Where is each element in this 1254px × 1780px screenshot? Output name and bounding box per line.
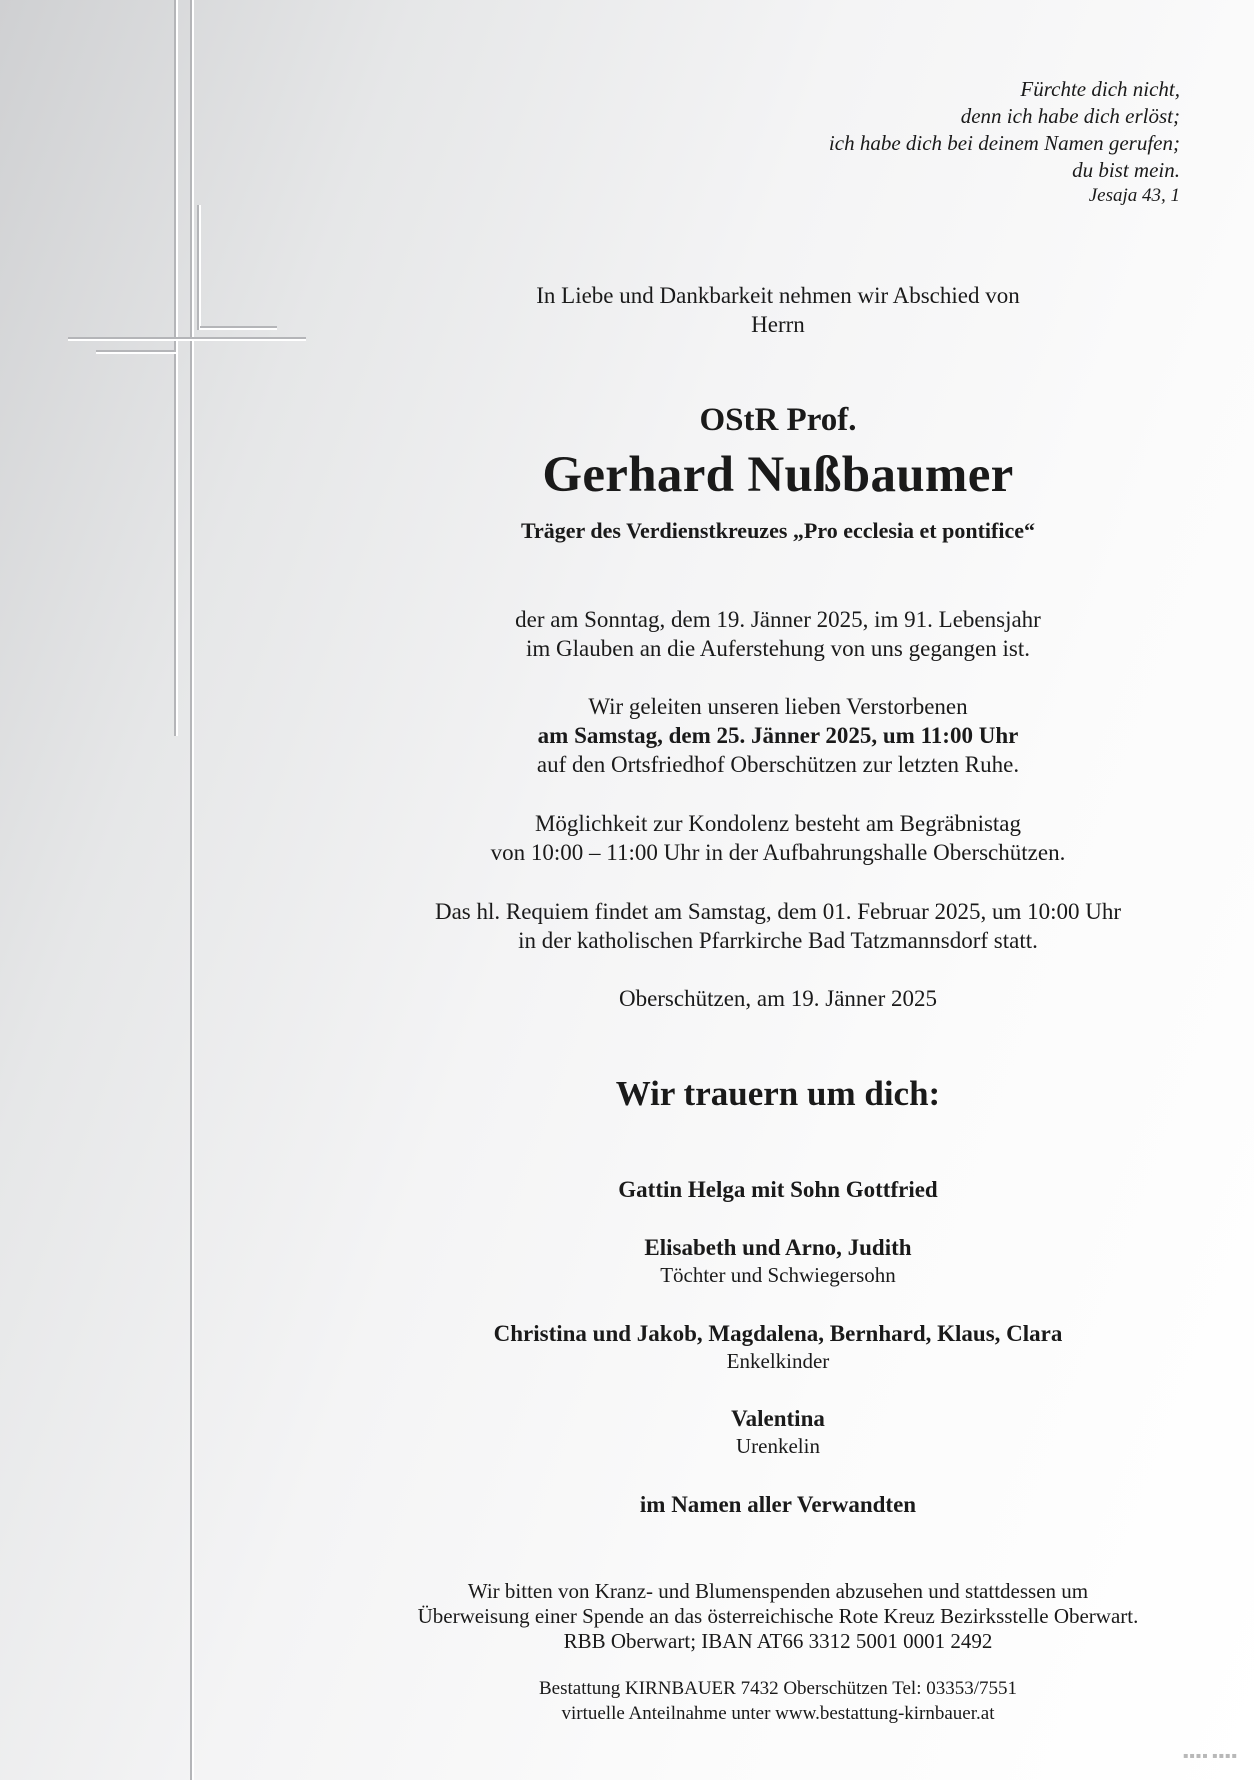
mourning-heading: Wir trauern um dich: <box>615 1074 941 1113</box>
donation-request <box>378 1579 1178 1654</box>
donation-line: Überweisung einer Spende an das österreichische Rote Kreuz Bezirksstelle Oberwart. <box>417 1604 1139 1628</box>
funeral-line: Wir geleiten unseren lieben Verstorbenen <box>588 694 968 719</box>
bible-quote <box>660 76 1180 208</box>
deceased-honor: Träger des Verdienstkreuzes „Pro ecclesia et pontifice“ <box>520 518 1036 543</box>
mourner-role: Enkelkinder <box>726 1349 830 1373</box>
mourner-names: Christina und Jakob, Magdalena, Bernhard, Klaus, Clara <box>493 1321 1063 1346</box>
death-notice-line: der am Sonntag, dem 19. Jänner 2025, im 91. Lebensjahr <box>515 607 1041 632</box>
mourner-group <box>378 1319 1178 1374</box>
intro-salutation: Herrn <box>751 312 805 337</box>
mourner-group <box>378 1490 1178 1519</box>
condolence-line: Möglichkeit zur Kondolenz besteht am Begräbnistag <box>534 811 1022 836</box>
undertaker-website: virtuelle Anteilnahme unter www.bestattung-kirnbauer.at <box>561 1703 995 1724</box>
mourner-names: Elisabeth und Arno, Judith <box>644 1235 912 1260</box>
mourner-group <box>378 1175 1178 1204</box>
mourner-names: Gattin Helga mit Sohn Gottfried <box>618 1177 938 1202</box>
funeral-line: auf den Ortsfriedhof Oberschützen zur letzten Ruhe. <box>536 752 1020 777</box>
quote-line: denn ich habe dich erlöst; <box>960 104 1180 128</box>
mourner-group <box>378 1404 1178 1459</box>
requiem-line: Das hl. Requiem findet am Samstag, dem 01. Februar 2025, um 10:00 Uhr <box>434 899 1122 924</box>
donation-line: Wir bitten von Kranz- und Blumenspenden abzusehen und stattdessen um <box>467 1579 1089 1603</box>
deceased-name: Gerhard Nußbaumer <box>542 447 1014 503</box>
funeral-info <box>378 692 1178 779</box>
mourner-role: Töchter und Schwiegersohn <box>660 1263 896 1287</box>
funeral-date: am Samstag, dem 25. Jänner 2025, um 11:00 Uhr <box>537 723 1019 748</box>
watermark-stamp: ▪▪▪▪ ▪▪▪▪ <box>1183 1751 1238 1760</box>
mourner-group <box>378 1233 1178 1288</box>
quote-line: du bist mein. <box>1072 158 1180 182</box>
mourner-names: im Namen aller Verwandten <box>639 1492 917 1517</box>
place-date: Oberschützen, am 19. Jänner 2025 <box>618 986 938 1011</box>
requiem-info <box>378 897 1178 955</box>
death-notice-line: im Glauben an die Auferstehung von uns gegangen ist. <box>526 636 1030 661</box>
intro-line: In Liebe und Dankbarkeit nehmen wir Abschied von <box>536 283 1020 308</box>
donation-iban: RBB Oberwart; IBAN AT66 3312 5001 0001 2492 <box>563 1629 993 1653</box>
quote-line: ich habe dich bei deinem Namen gerufen; <box>828 131 1180 155</box>
undertaker-info <box>378 1676 1178 1726</box>
mourner-role: Urenkelin <box>736 1434 820 1458</box>
quote-reference: Jesaja 43, 1 <box>1088 185 1180 206</box>
death-notice <box>378 605 1178 663</box>
undertaker-contact: Bestattung KIRNBAUER 7432 Oberschützen Tel: 03353/7551 <box>538 1678 1017 1699</box>
condolence-line: von 10:00 – 11:00 Uhr in der Aufbahrungshalle Oberschützen. <box>490 840 1066 865</box>
intro-text <box>378 281 1178 339</box>
requiem-line: in der katholischen Pfarrkirche Bad Tatzmannsdorf statt. <box>518 928 1038 953</box>
quote-line: Fürchte dich nicht, <box>1020 77 1180 101</box>
deceased-title: OStR Prof. <box>699 402 857 438</box>
condolence-info <box>378 809 1178 867</box>
mourner-names: Valentina <box>731 1406 825 1431</box>
